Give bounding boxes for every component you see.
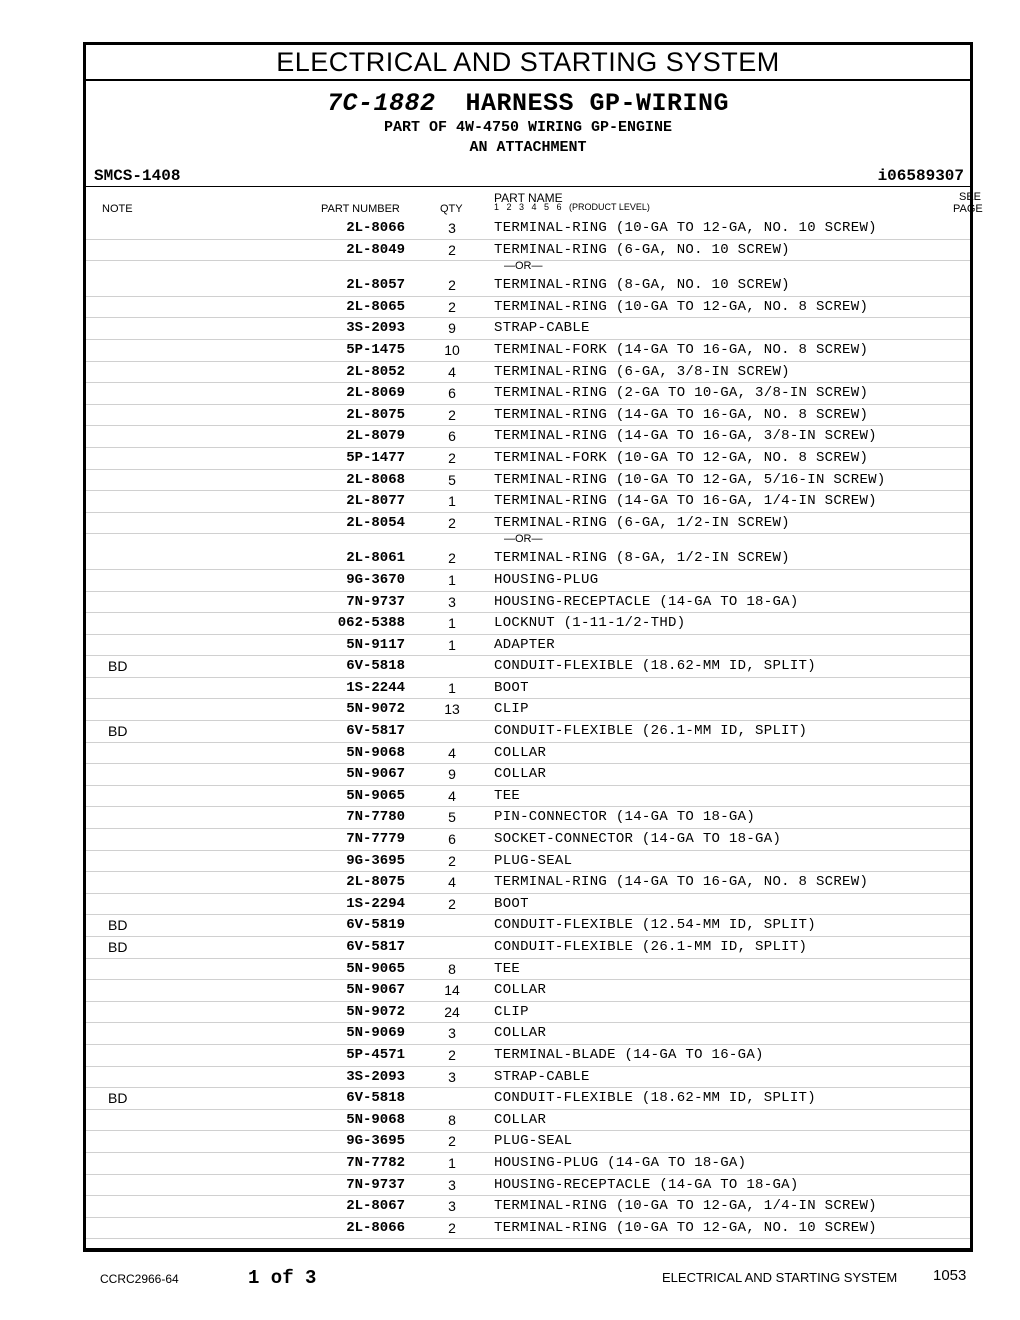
part-name-cell: HOUSING-RECEPTACLE (14-GA TO 18-GA) xyxy=(494,1176,799,1193)
part-name-cell: CONDUIT-FLEXIBLE (18.62-MM ID, SPLIT) xyxy=(494,1090,816,1107)
table-row xyxy=(86,383,970,405)
part-number-cell: 2L-8066 xyxy=(346,1219,405,1236)
note-cell: BD xyxy=(108,723,128,740)
part-number-cell: 7N-7782 xyxy=(346,1154,405,1171)
table-row xyxy=(86,959,970,981)
table-row xyxy=(86,678,970,700)
part-number-cell: 5P-1475 xyxy=(346,341,405,358)
footer-doc-id: CCRC2966-64 xyxy=(100,1272,179,1286)
illustration-id: i06589307 xyxy=(877,167,964,185)
part-name-cell: TERMINAL-RING (10-GA TO 12-GA, 5/16-IN SCREW) xyxy=(494,471,886,488)
part-number-cell: 2L-8069 xyxy=(346,385,405,402)
page-frame xyxy=(83,42,983,1252)
part-name-cell: TERMINAL-RING (6-GA, NO. 10 SCREW) xyxy=(494,241,790,258)
part-name-cell: TEE xyxy=(494,960,521,977)
part-name-cell: TERMINAL-RING (2-GA TO 10-GA, 3/8-IN SCREW) xyxy=(494,385,869,402)
qty-cell: 3 xyxy=(448,1025,456,1042)
part-name-cell: HOUSING-PLUG xyxy=(494,571,599,588)
col-header-see: SEE xyxy=(959,191,982,203)
part-name-cell: COLLAR xyxy=(494,1025,547,1042)
part-number-cell: 2L-8049 xyxy=(346,241,405,258)
table-row xyxy=(86,297,970,319)
part-number-cell: 9G-3695 xyxy=(346,852,405,869)
qty-cell: 8 xyxy=(448,960,456,977)
part-name-cell: TERMINAL-RING (6-GA, 1/2-IN SCREW) xyxy=(494,514,790,531)
qty-cell: 3 xyxy=(448,1198,456,1215)
table-row xyxy=(86,829,970,851)
col-header-note: NOTE xyxy=(102,203,133,215)
part-number-cell: 2L-8067 xyxy=(346,1198,405,1215)
table-row xyxy=(86,1196,970,1218)
part-name-cell: LOCKNUT (1-11-1/2-THD) xyxy=(494,615,686,632)
part-name-cell: CONDUIT-FLEXIBLE (12.54-MM ID, SPLIT) xyxy=(494,917,816,934)
qty-cell: 3 xyxy=(448,1068,456,1085)
col-header-page: PAGE xyxy=(953,203,983,215)
part-number-cell: 1S-2244 xyxy=(346,679,405,696)
qty-cell: 4 xyxy=(448,744,456,761)
part-number-cell: 6V-5817 xyxy=(346,939,405,955)
part-number-cell: 5N-9067 xyxy=(346,766,405,783)
part-number-cell: 5N-9065 xyxy=(346,787,405,804)
table-row xyxy=(86,570,970,592)
qty-cell: 6 xyxy=(448,428,456,445)
part-name-cell: PIN-CONNECTOR (14-GA TO 18-GA) xyxy=(494,809,756,826)
part-number-cell: 1S-2294 xyxy=(346,895,405,912)
or-label: —OR— xyxy=(504,260,543,273)
parts-list xyxy=(86,218,970,1239)
col-header-part-name: PART NAME xyxy=(494,191,563,205)
part-number-cell: 2L-8061 xyxy=(346,550,405,567)
table-row xyxy=(86,1045,970,1067)
col-header-product-levels: 1 2 3 4 5 6 (PRODUCT LEVEL) xyxy=(494,202,650,212)
table-row xyxy=(86,592,970,614)
col-header-part-number: PART NUMBER xyxy=(321,203,400,215)
qty-cell: 6 xyxy=(448,385,456,402)
part-number-cell: 5N-9068 xyxy=(346,1111,405,1128)
part-number-cell: 2L-8052 xyxy=(346,363,405,380)
qty-cell: 9 xyxy=(448,766,456,783)
qty-cell: 3 xyxy=(448,593,456,610)
table-row xyxy=(86,807,970,829)
qty-cell: 3 xyxy=(448,1176,456,1193)
qty-cell: 24 xyxy=(444,1003,460,1020)
qty-cell: 2 xyxy=(448,406,456,423)
part-number-cell: 2L-8054 xyxy=(346,514,405,531)
qty-cell: 1 xyxy=(448,636,456,653)
part-name-cell: COLLAR xyxy=(494,744,547,761)
qty-cell: 2 xyxy=(448,241,456,258)
part-name-cell: CLIP xyxy=(494,1003,529,1020)
part-number-cell: 3S-2093 xyxy=(346,320,405,337)
part-name-cell: TERMINAL-RING (10-GA TO 12-GA, NO. 10 SCREW) xyxy=(494,220,877,236)
part-name-cell: TERMINAL-RING (10-GA TO 12-GA, 1/4-IN SCREW) xyxy=(494,1198,877,1215)
qty-cell: 3 xyxy=(448,220,456,236)
part-name-cell: TERMINAL-FORK (10-GA TO 12-GA, NO. 8 SCREW) xyxy=(494,449,869,466)
part-number-cell: 2L-8068 xyxy=(346,471,405,488)
qty-cell: 4 xyxy=(448,874,456,891)
part-name-cell: CONDUIT-FLEXIBLE (18.62-MM ID, SPLIT) xyxy=(494,658,816,675)
part-number-cell: 9G-3670 xyxy=(346,571,405,588)
group-subtitle-2: AN ATTACHMENT xyxy=(469,139,587,156)
qty-cell: 1 xyxy=(448,493,456,510)
table-row xyxy=(86,275,970,297)
part-name-cell: TERMINAL-BLADE (14-GA TO 16-GA) xyxy=(494,1046,764,1063)
qty-cell: 2 xyxy=(448,1133,456,1150)
part-number-cell: 6V-5818 xyxy=(346,658,405,675)
part-number-cell: 6V-5819 xyxy=(346,917,405,934)
part-number-cell: 2L-8077 xyxy=(346,493,405,510)
table-row xyxy=(86,894,970,916)
or-separator xyxy=(86,261,970,275)
part-number-cell: 5N-9069 xyxy=(346,1025,405,1042)
qty-cell: 8 xyxy=(448,1111,456,1128)
part-name-cell: COLLAR xyxy=(494,766,547,783)
part-number-cell: 5N-9072 xyxy=(346,701,405,718)
table-row xyxy=(86,980,970,1002)
qty-cell: 1 xyxy=(448,679,456,696)
table-row xyxy=(86,1218,970,1240)
footer-page-of: 1 of 3 xyxy=(248,1267,317,1289)
note-cell: BD xyxy=(108,939,128,955)
part-number-cell: 5P-4571 xyxy=(346,1046,405,1063)
smcs-code: SMCS-1408 xyxy=(94,167,181,185)
qty-cell: 2 xyxy=(448,514,456,531)
table-row xyxy=(86,872,970,894)
table-row xyxy=(86,915,970,937)
qty-cell: 1 xyxy=(448,1154,456,1171)
part-number-cell: 6V-5817 xyxy=(346,723,405,740)
note-cell: BD xyxy=(108,1090,128,1107)
part-number-cell: 6V-5818 xyxy=(346,1090,405,1107)
note-cell: BD xyxy=(108,917,128,934)
group-part-number: 7C-1882 xyxy=(326,89,436,118)
table-row xyxy=(86,1023,970,1045)
qty-cell: 10 xyxy=(444,341,460,358)
or-label: —OR— xyxy=(504,533,543,546)
part-name-cell: TERMINAL-RING (6-GA, 3/8-IN SCREW) xyxy=(494,363,790,380)
col-header-qty: QTY xyxy=(440,203,463,215)
table-row xyxy=(86,1067,970,1089)
table-row xyxy=(86,1175,970,1197)
table-row xyxy=(86,218,970,240)
qty-cell: 2 xyxy=(448,277,456,294)
part-name-cell: TERMINAL-RING (8-GA, NO. 10 SCREW) xyxy=(494,277,790,294)
part-name-cell: TERMINAL-RING (14-GA TO 16-GA, 1/4-IN SCREW) xyxy=(494,493,877,510)
part-number-cell: 7N-9737 xyxy=(346,593,405,610)
part-number-cell: 9G-3695 xyxy=(346,1133,405,1150)
part-name-cell: BOOT xyxy=(494,895,529,912)
table-row xyxy=(86,1088,970,1110)
part-number-cell: 2L-8065 xyxy=(346,298,405,315)
part-name-cell: BOOT xyxy=(494,679,529,696)
part-number-cell: 7N-7780 xyxy=(346,809,405,826)
qty-cell: 2 xyxy=(448,1219,456,1236)
footer-page-number: 1053 xyxy=(933,1267,967,1284)
part-name-cell: TERMINAL-FORK (14-GA TO 16-GA, NO. 8 SCREW) xyxy=(494,341,869,358)
part-name-cell: HOUSING-PLUG (14-GA TO 18-GA) xyxy=(494,1154,747,1171)
part-name-cell: PLUG-SEAL xyxy=(494,852,573,869)
part-name-cell: HOUSING-RECEPTACLE (14-GA TO 18-GA) xyxy=(494,593,799,610)
table-row xyxy=(86,513,970,535)
header-divider xyxy=(86,186,970,187)
part-name-cell: TERMINAL-RING (10-GA TO 12-GA, NO. 10 SCREW) xyxy=(494,1219,877,1236)
table-row xyxy=(86,635,970,657)
table-row xyxy=(86,721,970,743)
table-row xyxy=(86,318,970,340)
part-number-cell: 2L-8066 xyxy=(346,220,405,236)
part-number-cell: 5P-1477 xyxy=(346,449,405,466)
table-row xyxy=(86,340,970,362)
table-row xyxy=(86,699,970,721)
qty-cell: 2 xyxy=(448,895,456,912)
table-row xyxy=(86,1110,970,1132)
table-row xyxy=(86,548,970,570)
qty-cell: 14 xyxy=(444,982,460,999)
part-name-cell: TERMINAL-RING (10-GA TO 12-GA, NO. 8 SCREW) xyxy=(494,298,869,315)
part-name-cell: STRAP-CABLE xyxy=(494,1068,590,1085)
part-number-cell: 5N-9117 xyxy=(346,636,405,653)
table-row xyxy=(86,448,970,470)
qty-cell: 2 xyxy=(448,1046,456,1063)
qty-cell: 2 xyxy=(448,852,456,869)
table-row xyxy=(86,764,970,786)
qty-cell: 1 xyxy=(448,615,456,632)
part-number-cell: 2L-8075 xyxy=(346,874,405,891)
part-name-cell: COLLAR xyxy=(494,982,547,999)
qty-cell: 1 xyxy=(448,571,456,588)
part-number-cell: 5N-9072 xyxy=(346,1003,405,1020)
part-number-cell: 3S-2093 xyxy=(346,1068,405,1085)
table-row xyxy=(86,786,970,808)
table-row xyxy=(86,491,970,513)
part-number-cell: 2L-8057 xyxy=(346,277,405,294)
table-row xyxy=(86,1153,970,1175)
table-row xyxy=(86,426,970,448)
part-number-cell: 062-5388 xyxy=(337,615,405,632)
qty-cell: 4 xyxy=(448,787,456,804)
table-row xyxy=(86,1131,970,1153)
qty-cell: 5 xyxy=(448,471,456,488)
part-name-cell: TERMINAL-RING (14-GA TO 16-GA, NO. 8 SCREW) xyxy=(494,874,869,891)
qty-cell: 9 xyxy=(448,320,456,337)
part-name-cell: CLIP xyxy=(494,701,529,718)
group-title xyxy=(86,89,970,118)
qty-cell: 6 xyxy=(448,831,456,848)
part-name-cell: CONDUIT-FLEXIBLE (26.1-MM ID, SPLIT) xyxy=(494,723,808,740)
table-row xyxy=(86,851,970,873)
part-name-cell: TERMINAL-RING (8-GA, 1/2-IN SCREW) xyxy=(494,550,790,567)
table-row xyxy=(86,240,970,262)
or-separator xyxy=(86,534,970,548)
table-row xyxy=(86,743,970,765)
table-row xyxy=(86,656,970,678)
part-name-cell: SOCKET-CONNECTOR (14-GA TO 18-GA) xyxy=(494,831,782,848)
note-cell: BD xyxy=(108,658,128,675)
qty-cell: 5 xyxy=(448,809,456,826)
qty-cell: 4 xyxy=(448,363,456,380)
qty-cell: 2 xyxy=(448,449,456,466)
part-number-cell: 5N-9067 xyxy=(346,982,405,999)
part-name-cell: PLUG-SEAL xyxy=(494,1133,573,1150)
part-name-cell: STRAP-CABLE xyxy=(494,320,590,337)
part-name-cell: TERMINAL-RING (14-GA TO 16-GA, NO. 8 SCREW) xyxy=(494,406,869,423)
table-row xyxy=(86,1002,970,1024)
qty-cell: 2 xyxy=(448,550,456,567)
bottom-rule xyxy=(86,1248,970,1249)
part-name-cell: TERMINAL-RING (14-GA TO 16-GA, 3/8-IN SCREW) xyxy=(494,428,877,445)
qty-cell: 13 xyxy=(444,701,460,718)
group-subtitle-1: PART OF 4W-4750 WIRING GP-ENGINE xyxy=(383,119,673,136)
part-name-cell: ADAPTER xyxy=(494,636,555,653)
table-row xyxy=(86,470,970,492)
part-number-cell: 5N-9068 xyxy=(346,744,405,761)
table-row xyxy=(86,937,970,959)
table-row xyxy=(86,362,970,384)
section-title: ELECTRICAL AND STARTING SYSTEM xyxy=(86,45,970,81)
part-name-cell: TEE xyxy=(494,787,521,804)
part-number-cell: 7N-7779 xyxy=(346,831,405,848)
qty-cell: 2 xyxy=(448,298,456,315)
group-name: HARNESS GP-WIRING xyxy=(465,89,730,118)
footer-section: ELECTRICAL AND STARTING SYSTEM xyxy=(662,1270,898,1285)
part-name-cell: CONDUIT-FLEXIBLE (26.1-MM ID, SPLIT) xyxy=(494,939,808,955)
part-number-cell: 2L-8079 xyxy=(346,428,405,445)
table-row xyxy=(86,613,970,635)
part-number-cell: 2L-8075 xyxy=(346,406,405,423)
part-name-cell: COLLAR xyxy=(494,1111,547,1128)
part-number-cell: 7N-9737 xyxy=(346,1176,405,1193)
table-row xyxy=(86,405,970,427)
part-number-cell: 5N-9065 xyxy=(346,960,405,977)
